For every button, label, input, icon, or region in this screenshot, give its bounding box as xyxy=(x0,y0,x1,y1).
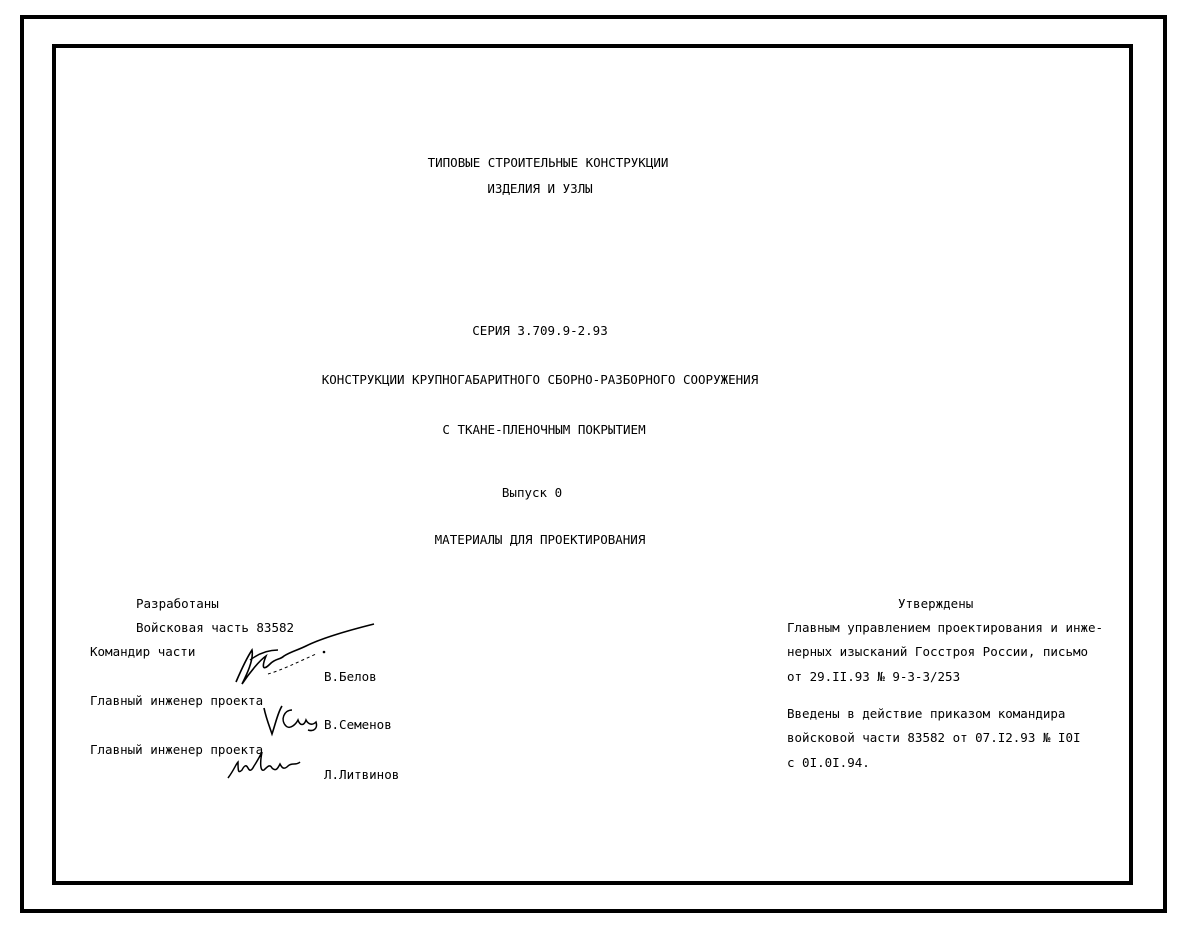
signer-name-semenov: В.Семенов xyxy=(324,717,392,732)
approved-heading: Утверждены xyxy=(898,596,974,611)
approved-line-3: от 29.II.93 № 9-3-3/253 xyxy=(787,669,961,684)
enacted-line-3: с 0I.0I.94. xyxy=(787,755,870,770)
signer-name-belov: В.Белов xyxy=(324,669,377,684)
document-title-line-2: С ТКАНЕ-ПЛЕНОЧНЫМ ПОКРЫТИЕМ xyxy=(442,422,646,437)
signer-role-commander: Командир части xyxy=(90,644,196,659)
enacted-line-2: войсковой части 83582 от 07.I2.93 № I0I xyxy=(787,730,1081,745)
signer-role-chief-engineer-1: Главный инженер проекта xyxy=(90,693,264,708)
signer-name-litvinov: Л.Литвинов xyxy=(324,767,400,782)
document-title-line-1: КОНСТРУКЦИИ КРУПНОГАБАРИТНОГО СБОРНО-РАЗБОРНОГО СООРУЖЕНИЯ xyxy=(321,372,759,387)
series-number: СЕРИЯ 3.709.9-2.93 xyxy=(472,323,608,338)
developed-heading: Разработаны xyxy=(136,596,219,611)
header-line-2: ИЗДЕЛИЯ И УЗЛЫ xyxy=(487,181,593,196)
signature-litvinov xyxy=(224,748,304,784)
subject-title: МАТЕРИАЛЫ ДЛЯ ПРОЕКТИРОВАНИЯ xyxy=(434,532,646,547)
approved-line-1: Главным управлением проектирования и инже- xyxy=(787,620,1104,635)
approved-line-2: нерных изысканий Госстроя России, письмо xyxy=(787,644,1089,659)
inner-frame xyxy=(52,44,1133,885)
issue-number: Выпуск 0 xyxy=(501,485,563,500)
signature-belov xyxy=(232,620,378,690)
enacted-line-1: Введены в действие приказом командира xyxy=(787,706,1066,721)
developed-organization: Войсковая часть 83582 xyxy=(136,620,295,635)
signature-semenov xyxy=(258,700,322,740)
header-line-1: ТИПОВЫЕ СТРОИТЕЛЬНЫЕ КОНСТРУКЦИИ xyxy=(427,155,669,170)
signer-role-chief-engineer-2: Главный инженер проекта xyxy=(90,742,264,757)
